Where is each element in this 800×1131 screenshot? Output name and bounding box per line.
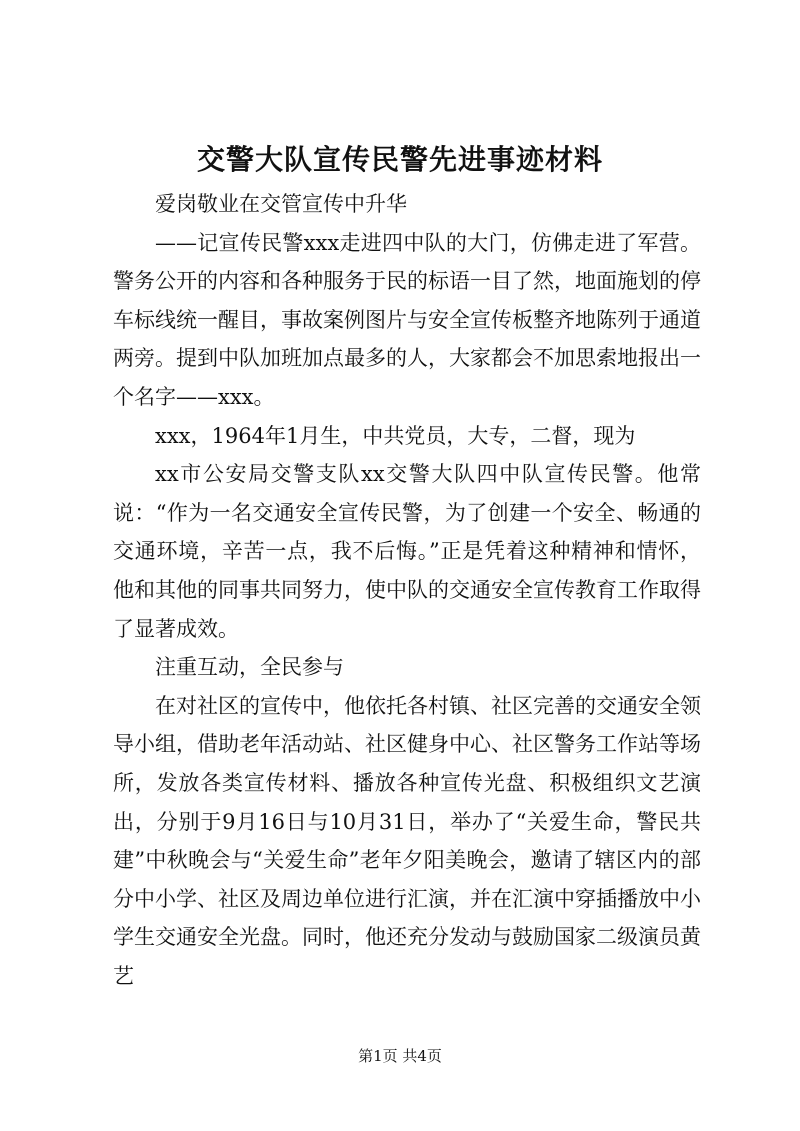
document-body — [113, 185, 701, 995]
section-heading: 注重互动，全民参与 — [155, 655, 344, 680]
body-paragraph: ——记宣传民警xxx走进四中队的大门，仿佛走进了军营。警务公开的内容和各种服务于民的标语一目了然，地面施划的停车标线统一醒目，事故案例图片与安全宣传板整齐地陈列于通道两旁。提到中队加班加点最多的人，大家都会不加思索地报出一个名字——xxx。 — [113, 230, 701, 409]
body-paragraph: xxx，1964年1月生，中共党员，大专，二督，现为 — [155, 423, 636, 448]
section-heading: 爱岗敬业在交管宣传中升华 — [155, 192, 407, 216]
body-paragraph: 在对社区的宣传中，他依托各村镇、社区完善的交通安全领导小组，借助老年活动站、社区健身中心、社区警务工作站等场所，发放各类宣传材料、播放各种宣传光盘、积极组织文艺演出，分别于9月16日与10月31日，举办了“关爱生命，警民共建”中秋晚会与“关爱生命”老年夕阳美晚会，邀请了辖区内的部分中小学、社区及周边单位进行汇演，并在汇演中穿插播放中小学生交通安全光盘。同时，他还充分发动与鼓励国家二级演员黄艺 — [113, 693, 701, 988]
document-title: 交警大队宣传民警先进事迹材料 — [196, 143, 603, 176]
page-number-footer: 第1页 共4页 — [358, 1047, 442, 1065]
body-paragraph: xx市公安局交警支队xx交警大队四中队宣传民警。他常说：“作为一名交通安全宣传民警，为了创建一个安全、畅通的交通环境，辛苦一点，我不后悔。”正是凭着这种精神和情怀，他和其他的同事共同努力，使中队的交通安全宣传教育工作取得了显著成效。 — [113, 462, 701, 641]
